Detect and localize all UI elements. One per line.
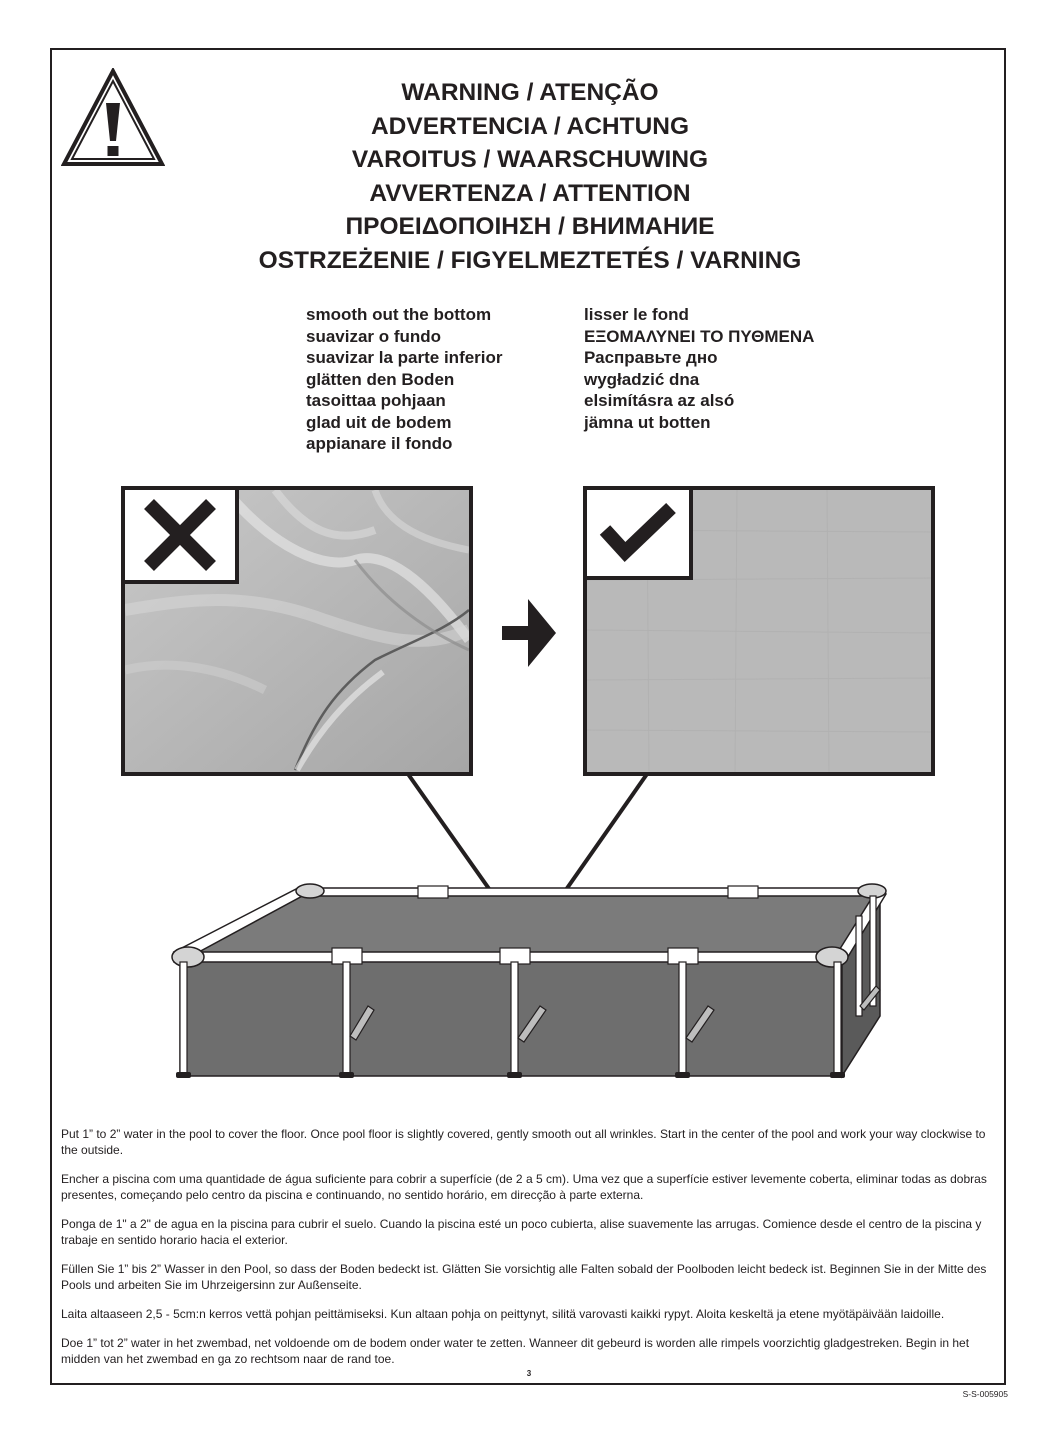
instruction-paragraph-pt: Encher a piscina com uma quantidade de água suficiente para cobrir a superfície (de 2 a 5 cm). Uma vez que a superfície estiver levemente coberta, eliminar todas as dobras presentes, começando pelo centro da piscina e continuando, no sentido horário, em direcção à parte externa. [61,1172,987,1202]
instruction-item: wygładzić dna [584,369,700,389]
warning-triangle-icon [61,68,165,167]
instruction-list-left [306,304,503,455]
document-code: S-S-005905 [962,1389,1008,1399]
instruction-paragraph-fi: Laita altaaseen 2,5 - 5cm:n kerros vettä pohjan peittämiseksi. Kun altaan pohja on peittynyt, silitä varovasti kaikki rypyt. Aloita keskeltä ja etene myötäpäivään laidoille. [61,1307,945,1321]
arrow-right-icon [500,593,560,673]
title-line: VAROITUS / WAARSCHUWING [351,146,709,173]
checkmark-icon [587,490,689,576]
page-number: 3 [526,1369,532,1378]
instruction-item: suavizar la parte inferior [306,348,503,367]
correct-marker [587,490,693,580]
instruction-paragraph-en: Put 1” to 2” water in the pool to cover the floor. Once pool floor is slightly covered, gently smooth out all wrinkles. Start in the center of the pool and work your way clockwise to the outside. [61,1127,986,1157]
incorrect-marker [125,490,239,584]
instruction-item: jämna ut botten [584,412,711,432]
instruction-paragraph-de: Füllen Sie 1” bis 2” Wasser in den Pool, so dass der Boden bedeckt ist. Glätten Sie vorsichtig alle Falten sobald der Poolboden leicht bedeck ist. Beginnen Sie in der Mitte des Pools und arbeiten Sie im Uhrzeigersinn zur Außenseite. [61,1262,987,1292]
title-line: WARNING / ATENÇÃO [401,79,659,106]
title-line: AVVERTENZA / ATTENTION [369,179,691,207]
wrinkled-floor-panel [121,486,473,776]
warning-title [200,76,860,277]
title-line: OSTRZEŻENIE / FIGYELMEZTETÉS / VARNING [258,246,802,274]
title-line: ADVERTENCIA / ACHTUNG [370,112,690,140]
instruction-paragraph-nl: Doe 1” tot 2” water in het zwembad, net voldoende om de bodem onder water te zetten. Wanneer dit gebeurd is worden alle rimpels voorzichtig gladgestreken. Begin in het midden van het zwembad en ga zo rechtsom naar de rand toe. [61,1336,970,1366]
instruction-item: ΕΞΟΜΑΛΥΝΕΙ ΤΟ ΠΥΘΜΕΝΑ [584,326,815,346]
instruction-paragraph-es: Ponga de 1" a 2" de agua en la piscina para cubrir el suelo. Cuando la piscina esté un poco cubierta, alise suavemente las arrugas. Comience desde el centro de la piscina y trabaje en sentido horario hacia el exterior. [61,1217,982,1247]
smooth-floor-panel [583,486,935,776]
pool-illustration [160,776,900,1086]
instruction-item: glätten den Boden [306,369,455,389]
instruction-item: glad uit de bodem [306,412,452,432]
instruction-item: suavizar o fundo [306,326,442,346]
instruction-item: tasoittaa pohjaan [306,391,446,410]
instruction-item: elsimításra az alsó [584,391,735,410]
instruction-item: Расправьте дно [584,348,718,367]
instruction-item: appianare il fondo [306,434,453,453]
instruction-list-right [584,304,814,433]
title-line: ΠΡΟΕΙΔΟΠΟΙΗΣΗ / ВНИМАНИЕ [345,213,715,240]
instruction-item: lisser le fond [584,305,689,324]
cross-icon [125,490,235,580]
instruction-item: smooth out the bottom [306,305,492,324]
